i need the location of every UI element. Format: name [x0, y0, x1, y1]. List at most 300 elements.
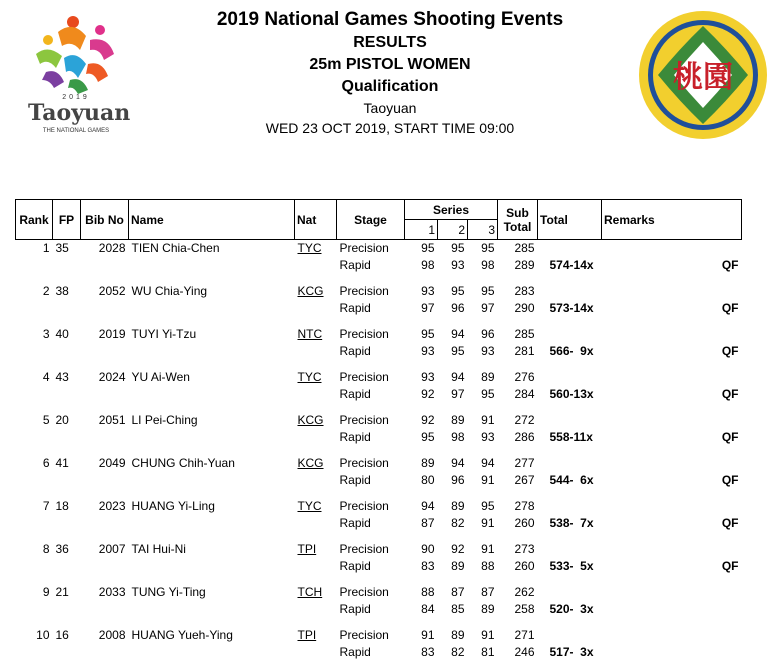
- nat-cell: [295, 584, 337, 601]
- empty-cell: [16, 257, 53, 274]
- total-empty: [538, 498, 602, 515]
- empty-cell: [295, 257, 337, 274]
- stage-precision: Precision: [339, 327, 389, 341]
- series-2-score: 94: [451, 327, 465, 341]
- stage-rapid: Rapid: [339, 344, 371, 358]
- table-row: [16, 455, 742, 472]
- col-series-2: 2: [438, 220, 468, 240]
- row-spacer: [16, 618, 742, 627]
- series-1-score: 83: [421, 645, 435, 659]
- row-spacer: [16, 446, 742, 455]
- series-3-score: 98: [481, 258, 495, 272]
- stage-rapid: Rapid: [339, 473, 371, 487]
- empty-cell: [53, 300, 81, 317]
- fp-cell: 20: [55, 413, 69, 427]
- rank-cell: 4: [42, 370, 50, 384]
- series-2-score: 87: [451, 585, 465, 599]
- spacer-cell: [16, 360, 742, 369]
- series-3-score: 96: [481, 327, 495, 341]
- table-row: [16, 515, 742, 532]
- series-2-score: 82: [451, 516, 465, 530]
- series-3-score: 88: [481, 559, 495, 573]
- nat-cell: [295, 412, 337, 429]
- stage-rapid: Rapid: [339, 602, 371, 616]
- empty-cell: [129, 257, 295, 274]
- rank-cell: 6: [42, 456, 50, 470]
- series-1-score: 92: [421, 413, 435, 427]
- stage-rapid: Rapid: [339, 645, 371, 659]
- subtotal-rapid: 258: [514, 602, 535, 616]
- col-series-3: 3: [468, 220, 498, 240]
- total-score: 560-13x: [549, 387, 594, 401]
- col-bib: Bib No: [81, 200, 129, 240]
- series-1-score: 92: [421, 387, 435, 401]
- remark-empty: [602, 627, 742, 644]
- stage-rapid: Rapid: [339, 430, 371, 444]
- row-spacer: [16, 360, 742, 369]
- col-remarks: Remarks: [602, 200, 742, 240]
- fp-cell: 41: [55, 456, 69, 470]
- subtotal-precision: 285: [514, 241, 535, 255]
- series-3-score: 95: [481, 387, 495, 401]
- col-rank: Rank: [16, 200, 53, 240]
- remark-cell: QF: [721, 473, 739, 487]
- row-spacer: [16, 489, 742, 498]
- series-2-score: 89: [451, 628, 465, 642]
- col-series: Series: [405, 200, 498, 220]
- nat-code: NTC: [297, 327, 323, 341]
- series-1-score: 95: [421, 327, 435, 341]
- spacer-cell: [16, 532, 742, 541]
- subtotal-precision: 273: [514, 542, 535, 556]
- empty-cell: [53, 472, 81, 489]
- empty-cell: [295, 343, 337, 360]
- stage-precision: Precision: [339, 456, 389, 470]
- subtotal-precision: 283: [514, 284, 535, 298]
- series-3-score: 97: [481, 301, 495, 315]
- series-3-score: 93: [481, 430, 495, 444]
- table-row: [16, 326, 742, 343]
- col-subtotal: [498, 200, 538, 240]
- empty-cell: [129, 644, 295, 661]
- empty-cell: [129, 386, 295, 403]
- spacer-cell: [16, 575, 742, 584]
- fp-cell: 38: [55, 284, 69, 298]
- series-2-score: 85: [451, 602, 465, 616]
- spacer-cell: [16, 274, 742, 283]
- stage-precision: Precision: [339, 628, 389, 642]
- rank-cell: 7: [42, 499, 50, 513]
- spacer-cell: [16, 403, 742, 412]
- series-2-score: 97: [451, 387, 465, 401]
- empty-cell: [16, 515, 53, 532]
- row-spacer: [16, 317, 742, 326]
- remark-empty: [602, 369, 742, 386]
- spacer-cell: [16, 317, 742, 326]
- table-row: [16, 343, 742, 360]
- total-score: 517- 3x: [549, 645, 594, 659]
- empty-cell: [16, 472, 53, 489]
- athlete-name: LI Pei-Ching: [131, 413, 198, 427]
- empty-cell: [81, 558, 129, 575]
- results-heading: RESULTS: [353, 34, 427, 51]
- series-3-score: 81: [481, 645, 495, 659]
- total-empty: [538, 541, 602, 558]
- empty-cell: [81, 601, 129, 618]
- row-spacer: [16, 575, 742, 584]
- total-empty: [538, 326, 602, 343]
- rank-cell: 10: [36, 628, 50, 642]
- nat-cell: [295, 369, 337, 386]
- col-subtotal-line1: Sub: [506, 205, 529, 220]
- empty-cell: [53, 644, 81, 661]
- remark-empty: [602, 584, 742, 601]
- series-2-score: 89: [451, 559, 465, 573]
- stage-rapid: Rapid: [339, 301, 371, 315]
- table-row: [16, 283, 742, 300]
- nat-code: TPI: [297, 628, 317, 642]
- bib-cell: 2051: [98, 413, 126, 427]
- empty-cell: [81, 300, 129, 317]
- empty-cell: [81, 429, 129, 446]
- empty-cell: [53, 386, 81, 403]
- rank-cell: 8: [42, 542, 50, 556]
- col-name: Name: [129, 200, 295, 240]
- remark-empty: [602, 412, 742, 429]
- series-2-score: 98: [451, 430, 465, 444]
- remark-empty: [602, 240, 742, 258]
- series-3-score: 91: [481, 628, 495, 642]
- series-3-score: 89: [481, 602, 495, 616]
- empty-cell: [295, 472, 337, 489]
- empty-cell: [129, 558, 295, 575]
- series-2-score: 94: [451, 456, 465, 470]
- empty-cell: [81, 343, 129, 360]
- subtotal-precision: 276: [514, 370, 535, 384]
- series-3-score: 95: [481, 241, 495, 255]
- spacer-cell: [16, 489, 742, 498]
- empty-cell: [295, 558, 337, 575]
- col-series-1: 1: [405, 220, 438, 240]
- stage-precision: Precision: [339, 542, 389, 556]
- empty-cell: [81, 644, 129, 661]
- table-row: [16, 498, 742, 515]
- empty-cell: [295, 644, 337, 661]
- subtotal-precision: 285: [514, 327, 535, 341]
- series-2-score: 95: [451, 344, 465, 358]
- series-1-score: 87: [421, 516, 435, 530]
- stage-precision: Precision: [339, 499, 389, 513]
- empty-cell: [81, 472, 129, 489]
- table-row: [16, 386, 742, 403]
- subtotal-rapid: 284: [514, 387, 535, 401]
- total-score: 544- 6x: [549, 473, 594, 487]
- series-1-score: 89: [421, 456, 435, 470]
- remark-empty: [602, 326, 742, 343]
- nat-code: KCG: [297, 284, 324, 298]
- series-1-score: 90: [421, 542, 435, 556]
- empty-cell: [53, 343, 81, 360]
- empty-cell: [295, 515, 337, 532]
- series-3-score: 87: [481, 585, 495, 599]
- empty-cell: [129, 300, 295, 317]
- empty-cell: [16, 343, 53, 360]
- total-empty: [538, 283, 602, 300]
- stage-rapid: Rapid: [339, 559, 371, 573]
- remark-cell: [602, 644, 742, 661]
- series-2-score: 89: [451, 499, 465, 513]
- table-row: [16, 472, 742, 489]
- subtotal-rapid: 260: [514, 559, 535, 573]
- nat-cell: [295, 240, 337, 258]
- nat-cell: [295, 498, 337, 515]
- nat-code: TCH: [297, 585, 323, 599]
- table-row: [16, 584, 742, 601]
- fp-cell: 18: [55, 499, 69, 513]
- table-row: [16, 240, 742, 258]
- remark-cell: QF: [721, 301, 739, 315]
- remark-cell: QF: [721, 430, 739, 444]
- event-name: 25m PISTOL WOMEN: [309, 56, 471, 73]
- col-subtotal-line2: Total: [503, 219, 532, 234]
- results-table: [15, 199, 742, 661]
- table-row: [16, 369, 742, 386]
- series-1-score: 80: [421, 473, 435, 487]
- phase-name: Qualification: [341, 78, 439, 95]
- series-1-score: 95: [421, 241, 435, 255]
- series-3-score: 95: [481, 284, 495, 298]
- seal-text: 桃園: [673, 60, 733, 95]
- spacer-cell: [16, 446, 742, 455]
- total-score: 574-14x: [549, 258, 594, 272]
- remark-cell: QF: [721, 258, 739, 272]
- fp-cell: 43: [55, 370, 69, 384]
- series-2-score: 93: [451, 258, 465, 272]
- empty-cell: [81, 515, 129, 532]
- row-spacer: [16, 274, 742, 283]
- nat-code: TPI: [297, 542, 317, 556]
- bib-cell: 2049: [98, 456, 126, 470]
- remark-cell: QF: [721, 559, 739, 573]
- series-2-score: 89: [451, 413, 465, 427]
- empty-cell: [53, 558, 81, 575]
- empty-cell: [53, 429, 81, 446]
- subtotal-precision: 272: [514, 413, 535, 427]
- rank-cell: 1: [42, 241, 50, 255]
- stage-rapid: Rapid: [339, 387, 371, 401]
- series-3-score: 95: [481, 499, 495, 513]
- athlete-name: WU Chia-Ying: [131, 284, 208, 298]
- row-spacer: [16, 403, 742, 412]
- col-fp: FP: [53, 200, 81, 240]
- series-1-score: 93: [421, 370, 435, 384]
- table-row: [16, 412, 742, 429]
- total-empty: [538, 240, 602, 258]
- stage-rapid: Rapid: [339, 516, 371, 530]
- table-row: [16, 300, 742, 317]
- athlete-name: HUANG Yueh-Ying: [131, 628, 233, 642]
- empty-cell: [129, 515, 295, 532]
- col-total: Total: [538, 200, 602, 240]
- empty-cell: [81, 257, 129, 274]
- total-empty: [538, 412, 602, 429]
- rank-cell: 3: [42, 327, 50, 341]
- rank-cell: 5: [42, 413, 50, 427]
- series-2-score: 95: [451, 241, 465, 255]
- total-score: 520- 3x: [549, 602, 594, 616]
- logo-year: 2019: [62, 94, 90, 101]
- athlete-name: YU Ai-Wen: [131, 370, 190, 384]
- bib-cell: 2052: [98, 284, 126, 298]
- fp-cell: 35: [55, 241, 69, 255]
- nat-cell: [295, 455, 337, 472]
- fp-cell: 16: [55, 628, 69, 642]
- empty-cell: [129, 472, 295, 489]
- total-empty: [538, 455, 602, 472]
- table-row: [16, 429, 742, 446]
- series-1-score: 98: [421, 258, 435, 272]
- col-nat: Nat: [295, 200, 337, 240]
- empty-cell: [53, 515, 81, 532]
- empty-cell: [16, 644, 53, 661]
- series-1-score: 88: [421, 585, 435, 599]
- remark-cell: QF: [721, 387, 739, 401]
- empty-cell: [53, 257, 81, 274]
- series-2-score: 96: [451, 301, 465, 315]
- subtotal-rapid: 260: [514, 516, 535, 530]
- nat-cell: [295, 326, 337, 343]
- table-row: [16, 558, 742, 575]
- athlete-name: TIEN Chia-Chen: [131, 241, 220, 255]
- empty-cell: [16, 601, 53, 618]
- total-score: 573-14x: [549, 301, 594, 315]
- row-spacer: [16, 532, 742, 541]
- remark-empty: [602, 541, 742, 558]
- stage-precision: Precision: [339, 370, 389, 384]
- rank-cell: 9: [42, 585, 50, 599]
- logo-name: Taoyuan: [28, 100, 131, 126]
- page-title: 2019 National Games Shooting Events: [216, 9, 564, 30]
- nat-code: TYC: [297, 499, 322, 513]
- athlete-name: TUNG Yi-Ting: [131, 585, 206, 599]
- series-2-score: 92: [451, 542, 465, 556]
- remark-cell: [602, 601, 742, 618]
- empty-cell: [129, 601, 295, 618]
- subtotal-rapid: 286: [514, 430, 535, 444]
- stage-precision: Precision: [339, 413, 389, 427]
- bib-cell: 2033: [98, 585, 126, 599]
- subtotal-rapid: 281: [514, 344, 535, 358]
- seal-graphic: [636, 8, 770, 142]
- empty-cell: [295, 601, 337, 618]
- bib-cell: 2028: [98, 241, 126, 255]
- subtotal-precision: 278: [514, 499, 535, 513]
- subtotal-rapid: 246: [514, 645, 535, 659]
- results-body: [16, 240, 742, 662]
- stage-rapid: Rapid: [339, 258, 371, 272]
- series-3-score: 89: [481, 370, 495, 384]
- series-1-score: 93: [421, 344, 435, 358]
- total-empty: [538, 584, 602, 601]
- series-1-score: 95: [421, 430, 435, 444]
- nat-code: KCG: [297, 456, 324, 470]
- remark-empty: [602, 283, 742, 300]
- remark-empty: [602, 455, 742, 472]
- subtotal-rapid: 267: [514, 473, 535, 487]
- bib-cell: 2019: [98, 327, 126, 341]
- empty-cell: [16, 386, 53, 403]
- series-2-score: 94: [451, 370, 465, 384]
- remark-empty: [602, 498, 742, 515]
- bib-cell: 2023: [98, 499, 126, 513]
- series-3-score: 91: [481, 516, 495, 530]
- empty-cell: [129, 343, 295, 360]
- spacer-cell: [16, 618, 742, 627]
- col-stage: Stage: [337, 200, 405, 240]
- total-score: 558-11x: [549, 430, 593, 444]
- rank-cell: 2: [42, 284, 50, 298]
- logo-subtitle: THE NATIONAL GAMES: [42, 128, 110, 134]
- athlete-name: TAI Hui-Ni: [131, 542, 186, 556]
- total-score: 533- 5x: [549, 559, 594, 573]
- athlete-name: TUYI Yi-Tzu: [131, 327, 197, 341]
- empty-cell: [16, 300, 53, 317]
- series-3-score: 93: [481, 344, 495, 358]
- subtotal-precision: 271: [514, 628, 535, 642]
- bib-cell: 2007: [98, 542, 126, 556]
- stage-precision: Precision: [339, 241, 389, 255]
- nat-code: KCG: [297, 413, 324, 427]
- table-row: [16, 601, 742, 618]
- series-1-score: 84: [421, 602, 435, 616]
- games-logo: [28, 10, 131, 138]
- nat-code: TYC: [297, 370, 322, 384]
- empty-cell: [81, 386, 129, 403]
- bib-cell: 2008: [98, 628, 126, 642]
- series-3-score: 94: [481, 456, 495, 470]
- total-empty: [538, 627, 602, 644]
- subtotal-rapid: 289: [514, 258, 535, 272]
- remark-cell: QF: [721, 516, 739, 530]
- total-score: 538- 7x: [549, 516, 594, 530]
- series-1-score: 83: [421, 559, 435, 573]
- empty-cell: [295, 386, 337, 403]
- series-2-score: 95: [451, 284, 465, 298]
- empty-cell: [295, 429, 337, 446]
- empty-cell: [53, 601, 81, 618]
- nat-cell: [295, 541, 337, 558]
- remark-cell: QF: [721, 344, 739, 358]
- table-row: [16, 644, 742, 661]
- nat-cell: [295, 627, 337, 644]
- athlete-name: HUANG Yi-Ling: [131, 499, 215, 513]
- nat-code: TYC: [297, 241, 322, 255]
- taoyuan-seal: [636, 8, 770, 142]
- empty-cell: [129, 429, 295, 446]
- empty-cell: [295, 300, 337, 317]
- report-header: [150, 8, 630, 138]
- fp-cell: 21: [55, 585, 69, 599]
- fp-cell: 36: [55, 542, 69, 556]
- nat-cell: [295, 283, 337, 300]
- athlete-name: CHUNG Chih-Yuan: [131, 456, 235, 470]
- series-3-score: 91: [481, 473, 495, 487]
- venue: Taoyuan: [363, 100, 417, 116]
- stage-precision: Precision: [339, 284, 389, 298]
- total-empty: [538, 369, 602, 386]
- fp-cell: 40: [55, 327, 69, 341]
- series-2-score: 82: [451, 645, 465, 659]
